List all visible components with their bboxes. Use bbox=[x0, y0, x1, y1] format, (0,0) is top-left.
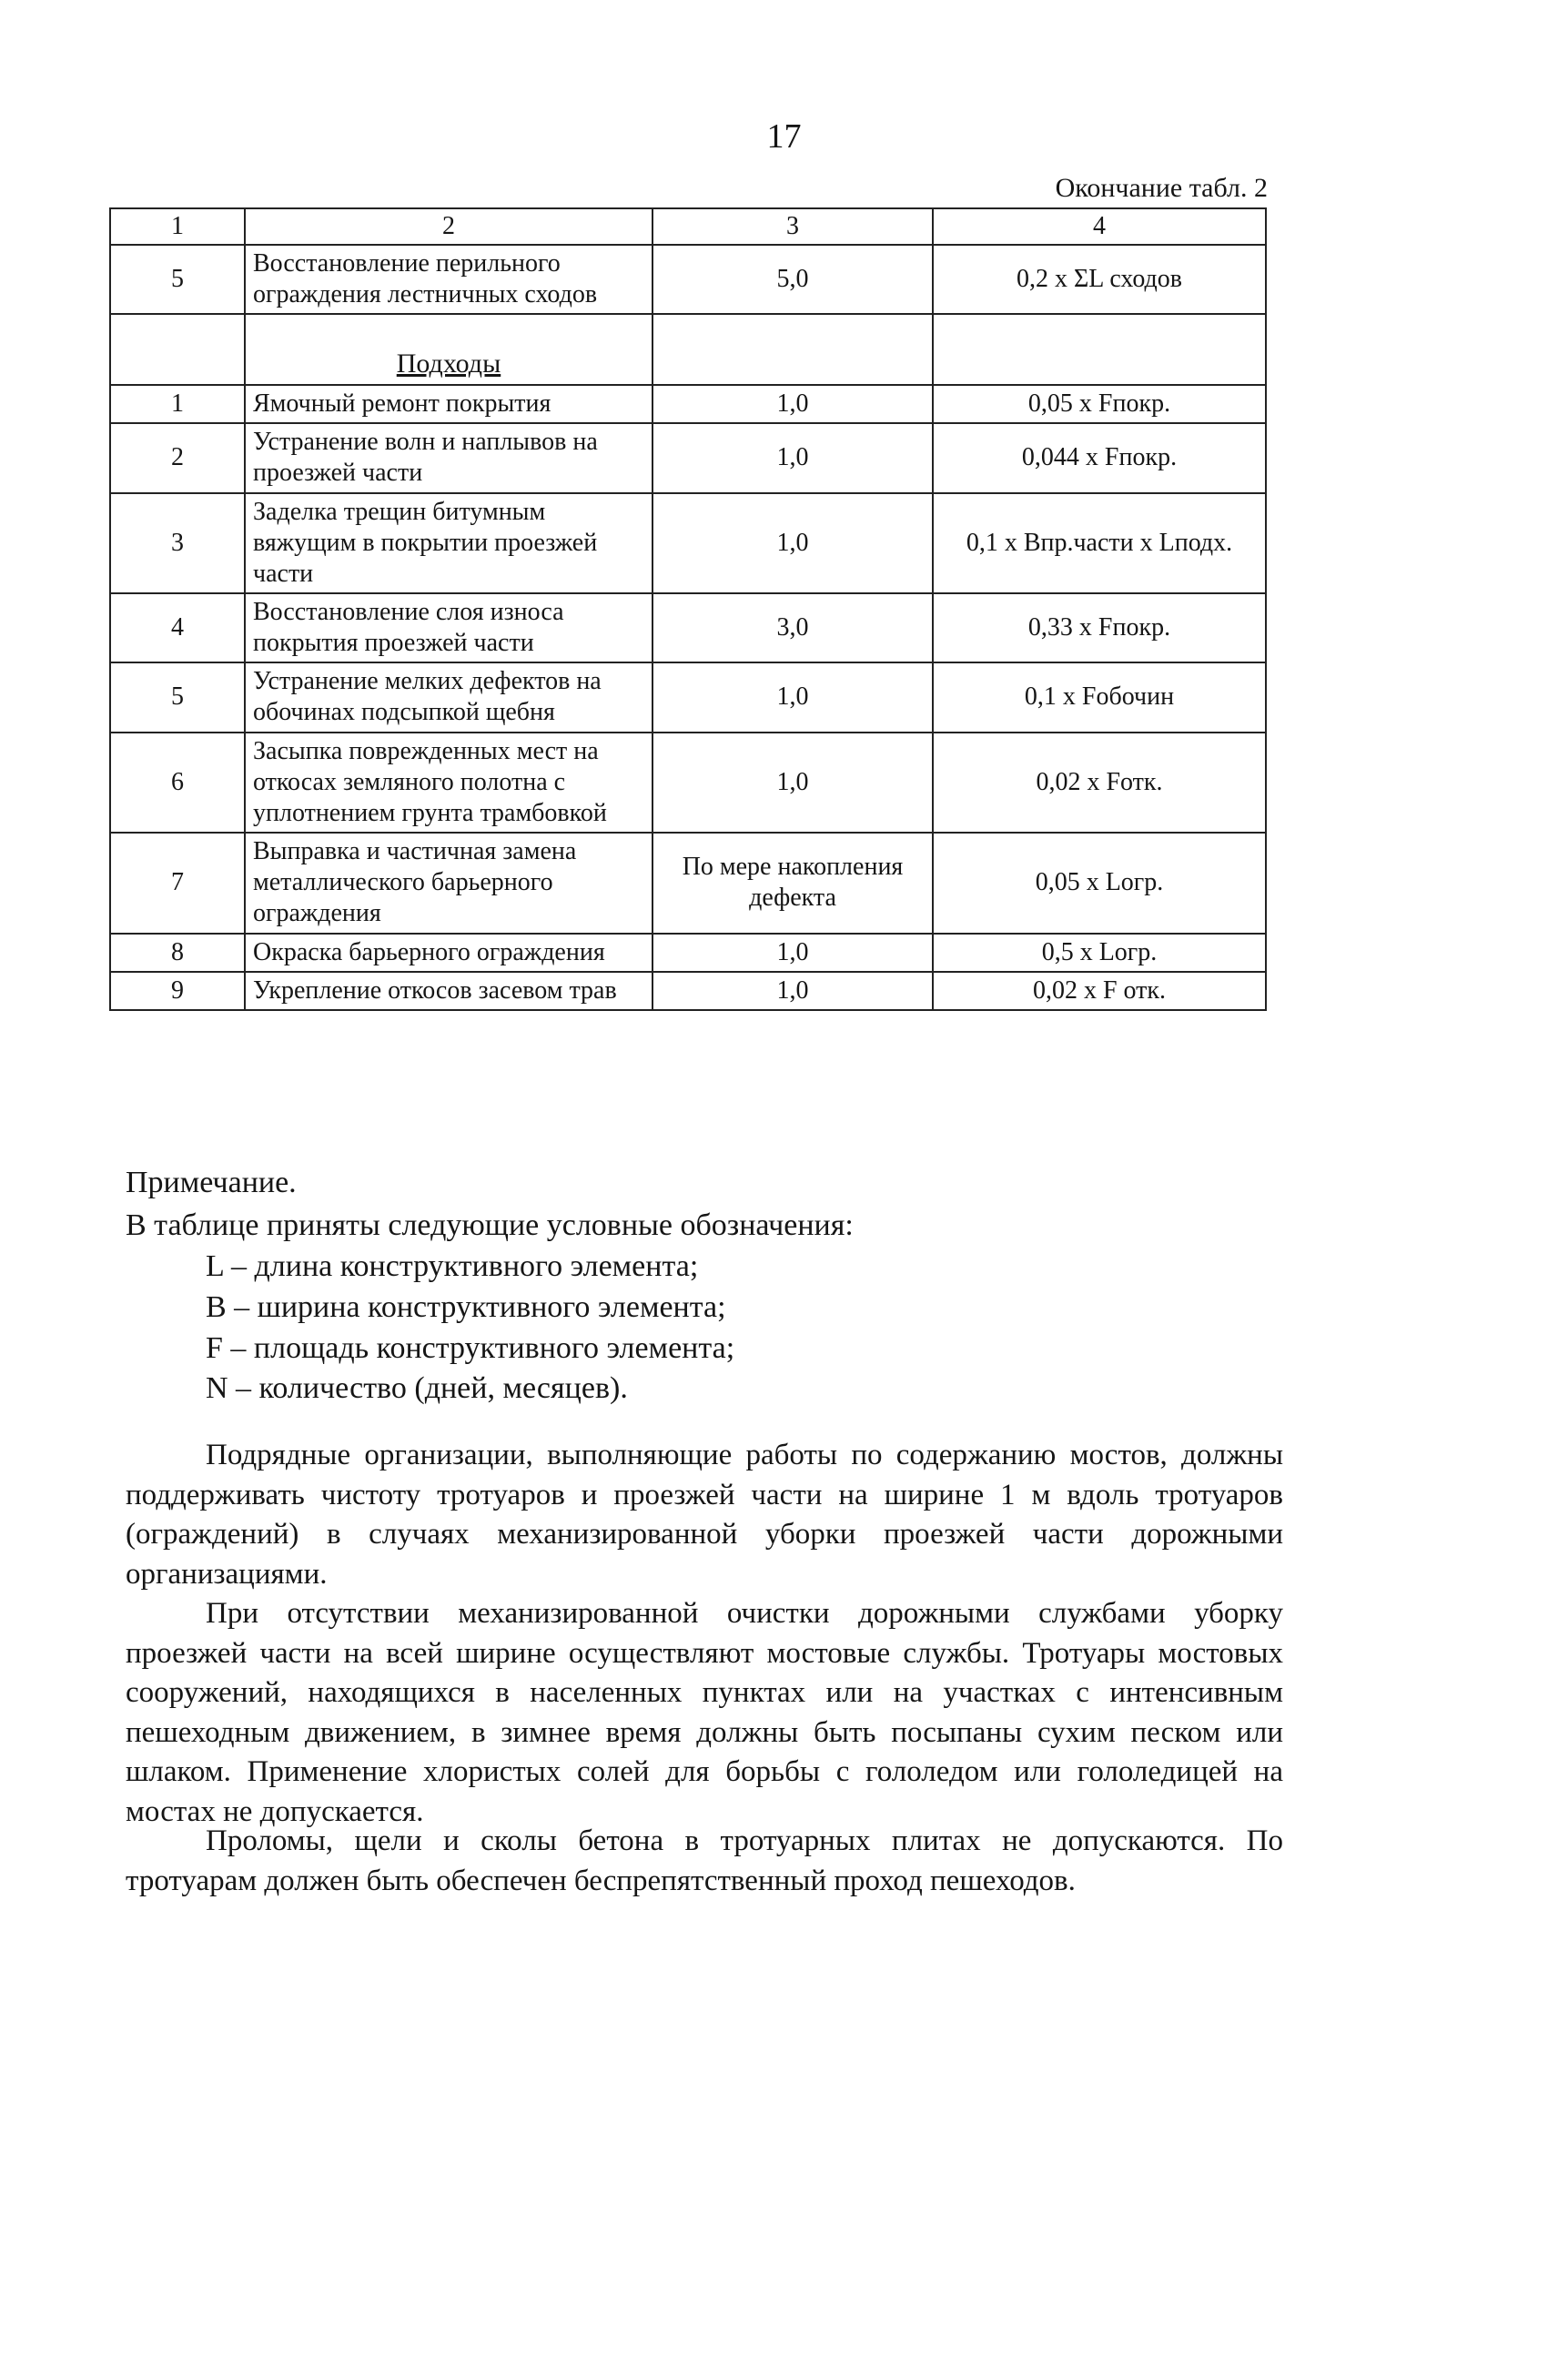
frequency-value: 3,0 bbox=[652, 593, 933, 662]
volume-formula: 0,05 х Lогр. bbox=[933, 833, 1266, 933]
work-name: Засыпка поврежденных мест на откосах земляного полотна с уплотнением грунта трамбовкой bbox=[245, 733, 652, 833]
frequency-value: 1,0 bbox=[652, 733, 933, 833]
maintenance-table bbox=[109, 207, 1267, 1011]
work-name: Укрепление откосов засевом трав bbox=[245, 972, 652, 1010]
work-name: Заделка трещин битумным вяжущим в покрытии проезжей части bbox=[245, 493, 652, 593]
work-name: Устранение волн и наплывов на проезжей части bbox=[245, 423, 652, 492]
work-name: Восстановление перильного ограждения лестничных сходов bbox=[245, 245, 652, 314]
frequency-value: 1,0 bbox=[652, 972, 933, 1010]
table-header-row bbox=[110, 208, 1266, 245]
row-number: 8 bbox=[110, 934, 245, 972]
legend-item: L – длина конструктивного элемента; bbox=[206, 1248, 699, 1283]
table-row bbox=[110, 385, 1266, 423]
table-row bbox=[110, 972, 1266, 1010]
page-number: 17 bbox=[766, 117, 802, 156]
body-paragraph: Подрядные организации, выполняющие работы по содержанию мостов, должны поддерживать чистоту тротуаров и проезжей части на ширине 1 м вдоль тротуаров (ограждений) в случаях механизированной уборки проезжей части дорожными организациями. bbox=[126, 1439, 1283, 1591]
legend-item: F – площадь конструктивного элемента; bbox=[206, 1330, 735, 1365]
table-row bbox=[110, 593, 1266, 662]
note-block bbox=[126, 1163, 854, 1410]
header-cell: 1 bbox=[110, 208, 245, 245]
row-number: 5 bbox=[110, 662, 245, 732]
header-cell: 3 bbox=[652, 208, 933, 245]
legend-item: N – количество (дней, месяцев). bbox=[206, 1371, 628, 1406]
note-intro: В таблице приняты следующие условные обозначения: bbox=[126, 1208, 854, 1242]
table-row bbox=[110, 662, 1266, 732]
note-title: Примечание. bbox=[126, 1166, 297, 1199]
row-number: 2 bbox=[110, 423, 245, 492]
volume-formula: 0,02 х Fотк. bbox=[933, 733, 1266, 833]
row-number: 4 bbox=[110, 593, 245, 662]
frequency-value: 1,0 bbox=[652, 934, 933, 972]
table-row bbox=[110, 493, 1266, 593]
volume-formula: 0,05 х Fпокр. bbox=[933, 385, 1266, 423]
row-number: 9 bbox=[110, 972, 245, 1010]
body-paragraph: Проломы, щели и сколы бетона в тротуарных плитах не допускаются. По тротуарам должен быть обеспечен беспрепятственный проход пешеходов. bbox=[126, 1824, 1283, 1897]
frequency-value: 1,0 bbox=[652, 662, 933, 732]
volume-formula: 0,044 х Fпокр. bbox=[933, 423, 1266, 492]
volume-formula: 0,02 х F отк. bbox=[933, 972, 1266, 1010]
volume-formula: 0,33 х Fпокр. bbox=[933, 593, 1266, 662]
work-name: Выправка и частичная замена металлического барьерного ограждения bbox=[245, 833, 652, 933]
volume-formula: 0,2 х ΣL сходов bbox=[933, 245, 1266, 314]
section-title: Подходы bbox=[245, 314, 652, 385]
volume-formula: 0,1 х Fобочин bbox=[933, 662, 1266, 732]
header-cell: 4 bbox=[933, 208, 1266, 245]
table-row bbox=[110, 245, 1266, 314]
row-number: 6 bbox=[110, 733, 245, 833]
table-row bbox=[110, 733, 1266, 833]
table-row bbox=[110, 934, 1266, 972]
frequency-value: 1,0 bbox=[652, 493, 933, 593]
table-row bbox=[110, 833, 1266, 933]
row-number: 1 bbox=[110, 385, 245, 423]
work-name: Окраска барьерного ограждения bbox=[245, 934, 652, 972]
volume-formula: 0,1 х Впр.части х Lподх. bbox=[933, 493, 1266, 593]
table-continuation-label: Окончание табл. 2 bbox=[1055, 173, 1268, 203]
work-name: Ямочный ремонт покрытия bbox=[245, 385, 652, 423]
row-number: 3 bbox=[110, 493, 245, 593]
header-cell: 2 bbox=[245, 208, 652, 245]
table-row bbox=[110, 423, 1266, 492]
frequency-value: 5,0 bbox=[652, 245, 933, 314]
work-name: Восстановление слоя износа покрытия проезжей части bbox=[245, 593, 652, 662]
frequency-value: 1,0 bbox=[652, 385, 933, 423]
frequency-value: По мере накопления дефекта bbox=[652, 833, 933, 933]
row-number: 7 bbox=[110, 833, 245, 933]
frequency-value: 1,0 bbox=[652, 423, 933, 492]
volume-formula: 0,5 х Lогр. bbox=[933, 934, 1266, 972]
work-name: Устранение мелких дефектов на обочинах подсыпкой щебня bbox=[245, 662, 652, 732]
legend-item: B – ширина конструктивного элемента; bbox=[206, 1289, 726, 1324]
row-number: 5 bbox=[110, 245, 245, 314]
section-row bbox=[110, 314, 1266, 385]
body-paragraph: При отсутствии механизированной очистки дорожными службами уборку проезжей части на всей ширине осуществляют мостовые службы. Тротуары мостовых сооружений, находящихся в населенных пунктах или на участках с интенсивным пешеходным движением, в зимнее время должны быть посыпаны сухим песком или шлаком. Применение хлористых солей для борьбы с гололедом или гололедицей на мостах не допускается. bbox=[126, 1597, 1283, 1828]
